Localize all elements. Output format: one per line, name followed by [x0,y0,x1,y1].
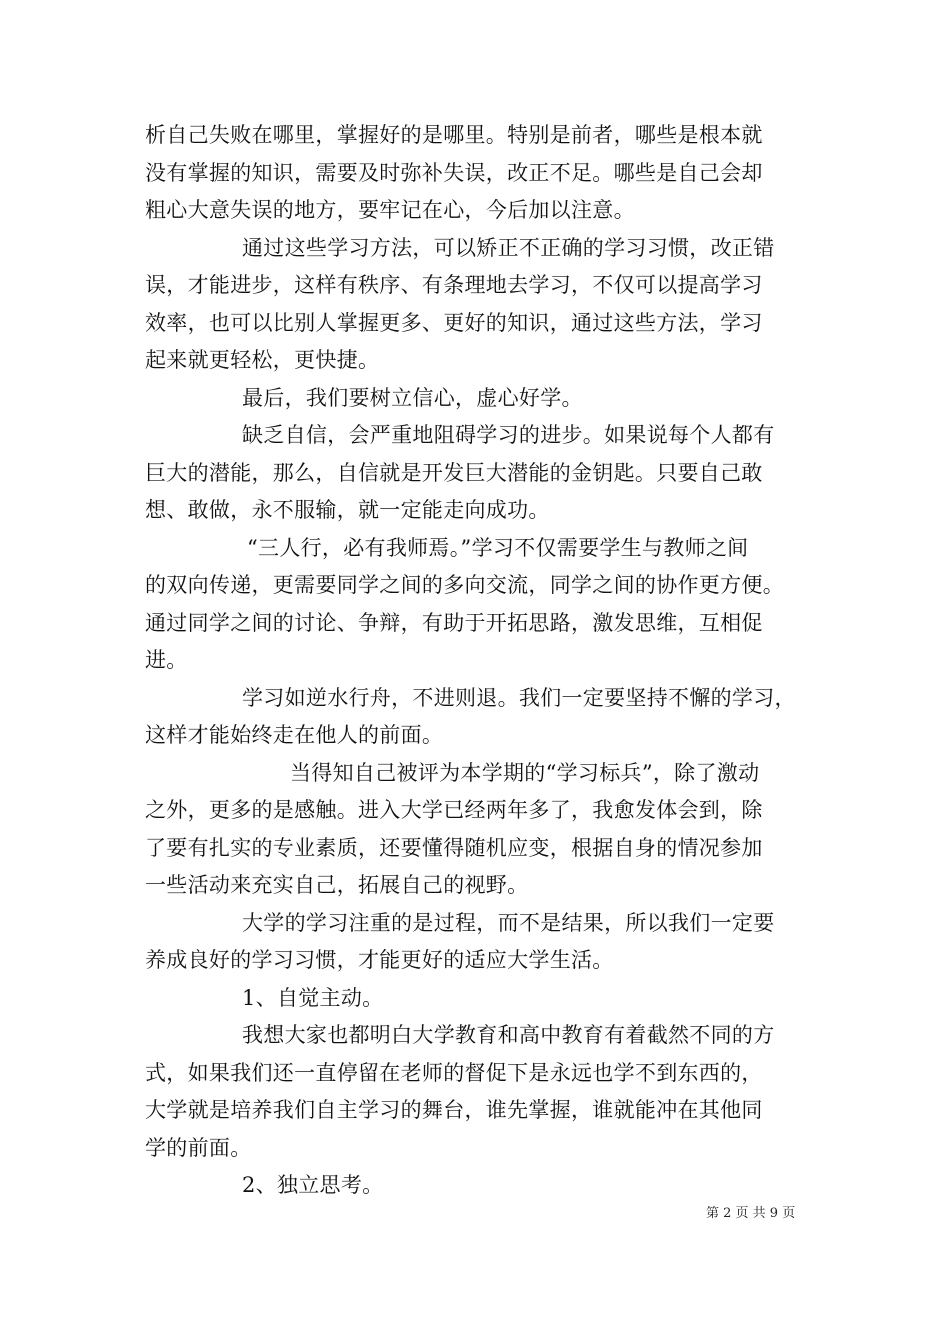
text-line: 之外，更多的是感触。进入大学已经两年多了，我愈发体会到，除 [145,798,763,822]
text-line: 粗心大意失误的地方，要牢记在心，今后加以注意。 [145,198,635,222]
text-line: 误，才能进步，这样有秩序、有条理地去学习，不仅可以提高学习 [145,273,763,297]
paragraph-start-line: 通过这些学习方法，可以矫正不正确的学习习惯，改正错 [242,235,775,260]
section-heading: 2、独立思考。 [242,1173,384,1197]
paragraph-start-line: 最后，我们要树立信心，虚心好学。 [242,385,583,410]
text-line: 析自己失败在哪里，掌握好的是哪里。特别是前者，哪些是根本就 [145,123,763,147]
text-line: 效率，也可以比别人掌握更多、更好的知识，通过这些方法，学习 [145,310,763,335]
text-line: 了要有扎实的专业素质，还要懂得随机应变，根据自身的情况参加 [145,835,763,860]
text-line: 式，如果我们还一直停留在老师的督促下是永远也学不到东西的， [145,1060,763,1085]
paragraph-start-line: 学习如逆水行舟，不进则退。我们一定要坚持不懈的学习， [242,685,796,710]
text-line: 起来就更轻松，更快捷。 [145,348,380,372]
text-line: 没有掌握的知识，需要及时弥补失误，改正不足。哪些是自己会却 [145,160,763,185]
paragraph-start-line: 我想大家也都明白大学教育和高中教育有着截然不同的方 [242,1023,775,1047]
page-number: 第 2 页 共 9 页 [706,1206,796,1221]
text-line: 养成良好的学习习惯，才能更好的适应大学生活。 [145,948,614,972]
section-heading: 1、自觉主动。 [242,985,384,1010]
text-line: 的双向传递，更需要同学之间的多向交流，同学之间的协作更方便。 [145,573,784,597]
text-line: 想、敢做，永不服输，就一定能走向成功。 [145,498,550,522]
text-line: 大学就是培养我们自主学习的舞台，谁先掌握，谁就能冲在其他同 [145,1098,763,1122]
paragraph-start-line: 缺乏自信，会严重地阻碍学习的进步。如果说每个人都有 [242,423,775,447]
text-line: 通过同学之间的讨论、争辩，有助于开拓思路，激发思维，互相促 [145,610,763,635]
body-text [145,117,815,1205]
paragraph-start-line: “三人行，必有我师焉。”学习不仅需要学生与教师之间 [247,535,749,560]
text-line: 这样才能始终走在他人的前面。 [145,723,444,747]
paragraph-start-line: 当得知自己被评为本学期的“学习标兵”，除了激动 [290,760,760,785]
paragraph-start-line: 大学的学习注重的是过程，而不是结果，所以我们一定要 [242,910,775,935]
text-line: 学的前面。 [145,1135,252,1160]
text-line: 一些活动来充实自己，拓展自己的视野。 [145,873,529,897]
text-line: 巨大的潜能，那么，自信就是开发巨大潜能的金钥匙。只要自己敢 [145,460,763,485]
text-line: 进。 [145,648,188,672]
